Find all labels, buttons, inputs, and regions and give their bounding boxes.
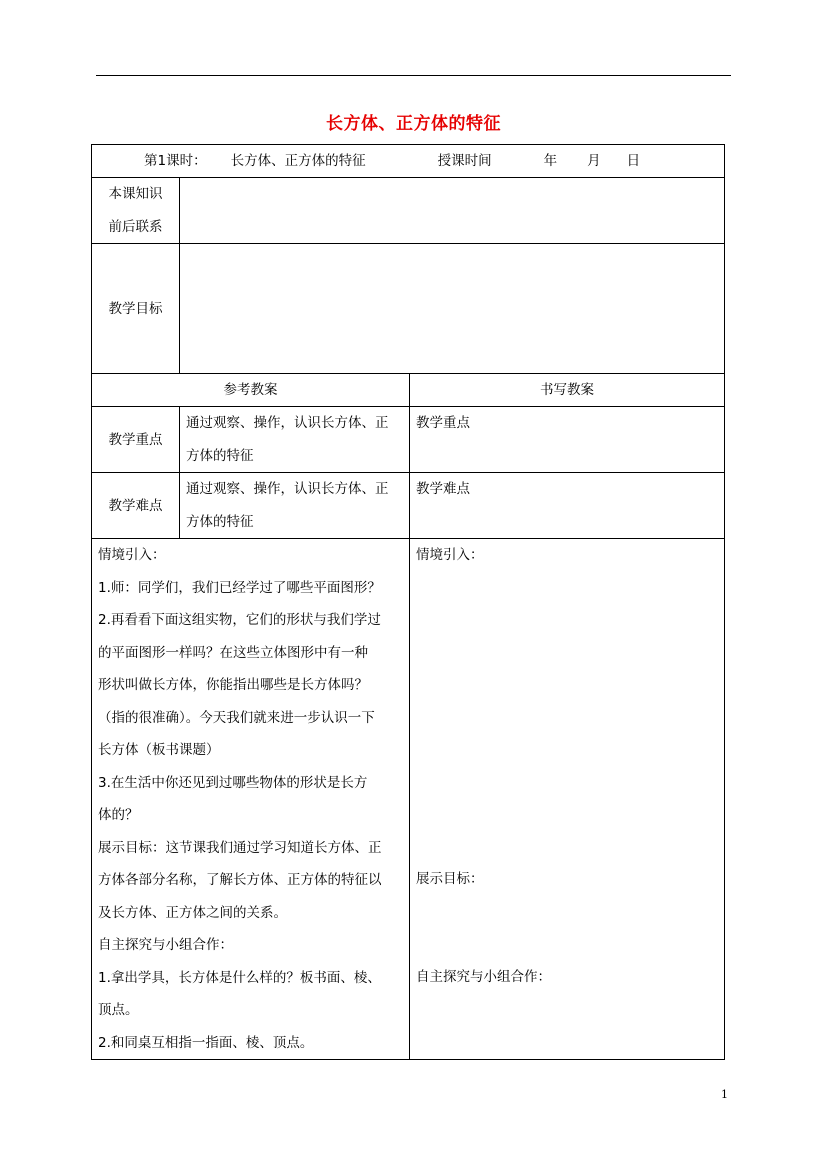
writing-intro-label: 情境引入： [416, 547, 484, 563]
column-header-row [92, 374, 725, 407]
process-line: 展示目标：这节课我们通过学习知道长方体、正 [98, 839, 382, 856]
goal-content [180, 244, 725, 374]
reference-plan-header: 参考教案 [92, 374, 410, 407]
day-label: 日 [626, 153, 641, 169]
process-line: 体的？ [98, 807, 139, 823]
lesson-number: 第1课时： [144, 153, 207, 169]
teaching-time-label: 授课时间 [437, 153, 492, 169]
goal-label: 教学目标 [92, 244, 180, 374]
process-line: 方体各部分名称，了解长方体、正方体的特征以 [98, 872, 382, 888]
lesson-plan-table [91, 144, 725, 1060]
difficulty-reference: 通过观察、操作，认识长方体、正 方体的特征 [180, 473, 410, 539]
focus-writing: 教学重点 [410, 407, 725, 473]
process-row [92, 539, 725, 1060]
document-title: 长方体、正方体的特征 [326, 114, 501, 134]
header-rule [96, 75, 731, 76]
writing-explore-label: 自主探究与小组合作： [416, 969, 551, 985]
focus-row [92, 407, 725, 473]
process-line: 2.再看看下面这组实物，它们的形状与我们学过 [98, 612, 381, 628]
writing-plan-header: 书写教案 [410, 374, 725, 407]
page-number: 1 [721, 1088, 728, 1101]
lesson-header-row [92, 145, 725, 178]
difficulty-label: 教学难点 [92, 473, 180, 539]
lesson-topic: 长方体、正方体的特征 [230, 153, 366, 169]
knowledge-content [180, 178, 725, 244]
process-line: 形状叫做长方体，你能指出哪些是长方体吗？ [98, 677, 368, 693]
focus-reference: 通过观察、操作，认识长方体、正 方体的特征 [180, 407, 410, 473]
process-line: 自主探究与小组合作： [98, 937, 233, 953]
goal-row [92, 244, 725, 374]
process-line: 及长方体、正方体之间的关系。 [98, 904, 287, 921]
focus-label: 教学重点 [92, 407, 180, 473]
process-line: 顶点。 [98, 1002, 139, 1018]
process-line: 2.和同桌互相指一指面、棱、顶点。 [98, 1034, 314, 1051]
process-line: 情境引入： [98, 547, 166, 563]
process-line: 长方体（板书课题） [98, 742, 220, 758]
process-line: 3.在生活中你还见到过哪些物体的形状是长方 [98, 774, 368, 791]
process-line: （指的很准确）。今天我们就来进一步认识一下 [98, 709, 375, 726]
difficulty-writing: 教学难点 [410, 473, 725, 539]
process-line: 1.拿出学具，长方体是什么样的？板书面、棱、 [98, 969, 381, 986]
knowledge-label: 本课知识 前后联系 [92, 178, 180, 244]
process-line: 1.师：同学们，我们已经学过了哪些平面图形？ [98, 579, 381, 596]
writing-goal-label: 展示目标： [416, 871, 484, 887]
process-reference [92, 539, 410, 1060]
difficulty-row [92, 473, 725, 539]
year-label: 年 [543, 153, 558, 169]
month-label: 月 [587, 153, 601, 169]
process-line: 的平面图形一样吗？在这些立体图形中有一种 [98, 644, 368, 661]
process-writing [410, 539, 725, 1060]
knowledge-row [92, 178, 725, 244]
